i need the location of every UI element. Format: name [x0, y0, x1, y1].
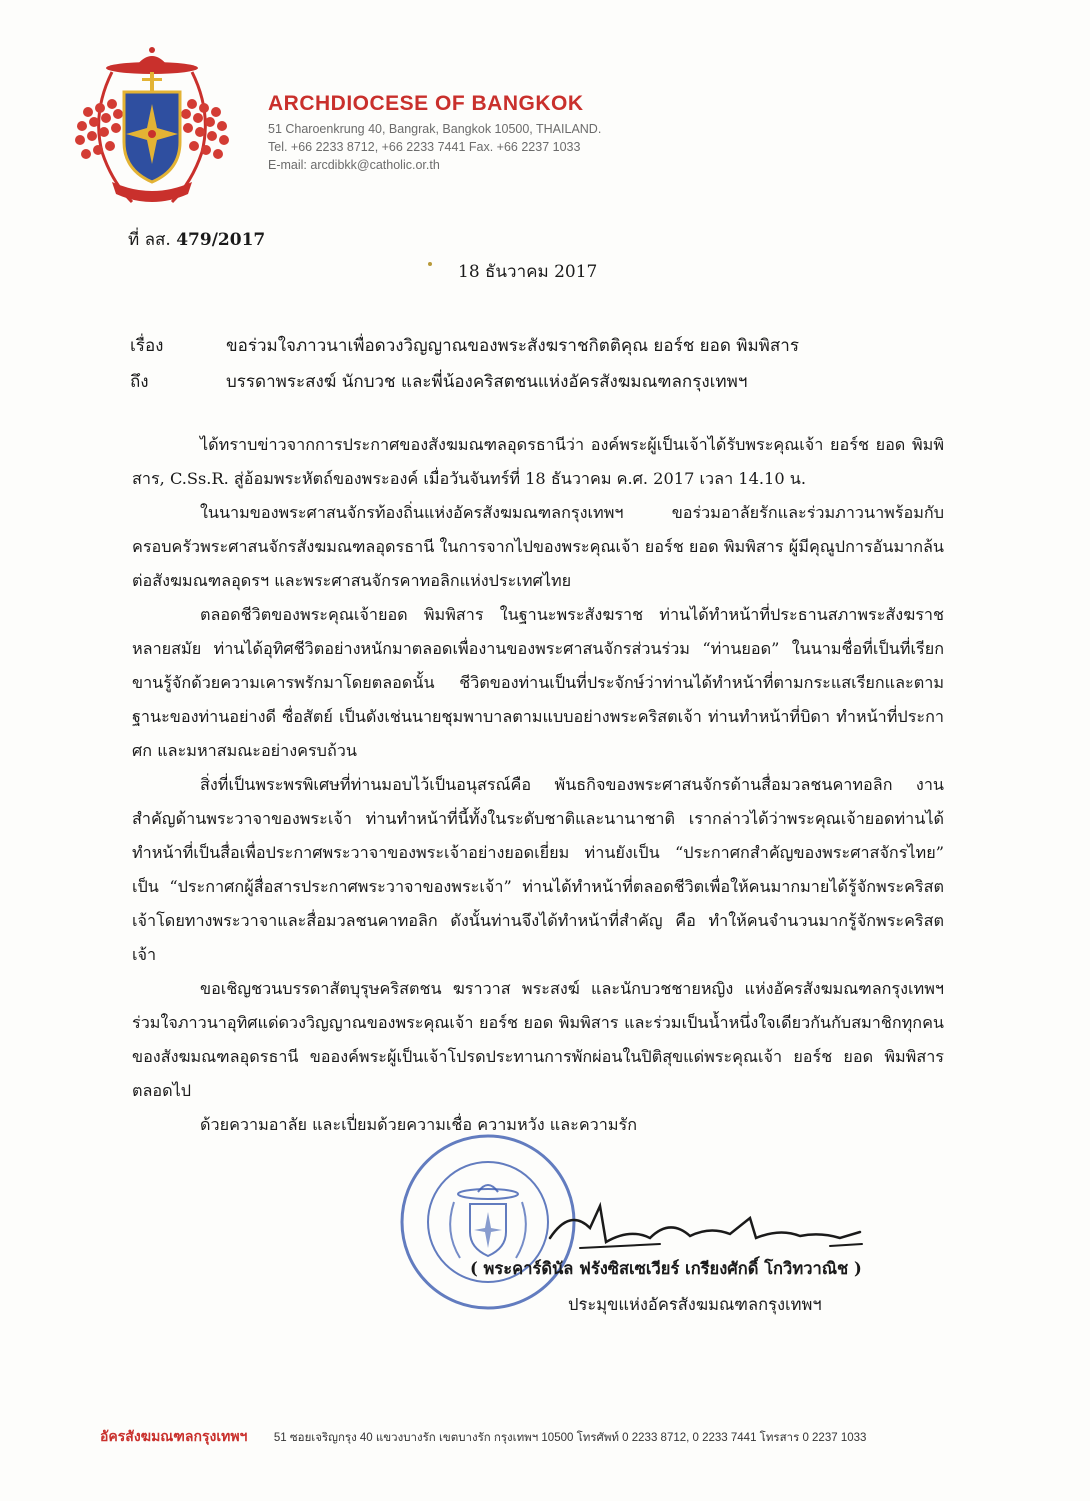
body-paragraph: ตลอดชีวิตของพระคุณเจ้ายอด พิมพิสาร ในฐานะพระสังฆราช ท่านได้ทำหน้าที่ประธานสภาพระสังฆราชหลายสมัย ท่านได้อุทิศชีวิตอย่างหนักมาตลอดเพื่องานของพระศาสนจักรส่วนร่วม “ท่านยอด” ในนามชื่อที่เป็นที่เรียกขานรู้จักด้วยความเคารพรักมาโดยตลอดนั้น ชีวิตของท่านเป็นที่ประจักษ์ว่าท่านได้ทำหน้าที่ตามกระแสเรียกและตามฐานะของท่านอย่างดี ซื่อสัตย์ เป็นดังเช่นนายชุมพาบาลตามแบบอย่างพระคริสตเจ้า ท่านทำหน้าที่บิดา ทำหน้าที่ประกาศก และมหาสมณะอย่างครบถ้วน: [132, 605, 944, 760]
body-paragraph: ขอเชิญชวนบรรดาสัตบุรุษคริสตชน ฆราวาส พระสงฆ์ และนักบวชชายหญิง แห่งอัครสังฆมณฑลกรุงเทพฯ ร่วมใจภาวนาอุทิศแด่ดวงวิญญาณของพระคุณเจ้า ยอร์ช ยอด พิมพิสาร และร่วมเป็นน้ำหนึ่งใจเดียวกันกับสมาชิกทุกคนของสังฆมณฑลอุดรธานี ขอองค์พระผู้เป็นเจ้าโปรดประทานการพักผ่อนในปิติสุขแด่พระคุณเจ้า ยอร์ช ยอด พิมพิสาร ตลอดไป: [132, 979, 944, 1100]
letter-body: [132, 428, 944, 1142]
reference-number: [128, 226, 265, 253]
archdiocese-crest-icon: [72, 42, 262, 212]
letterhead-email: E-mail: arcdibkk@catholic.or.th: [268, 158, 440, 172]
signatory-title: ประมุขแห่งอัครสังฆมณฑลกรุงเทพฯ: [568, 1295, 822, 1314]
footer-org-name: อัครสังฆมณฑลกรุงเทพฯ: [100, 1428, 248, 1444]
letterhead-contact: Tel. +66 2233 8712, +66 2233 7441 Fax. +66 2237 1033: [268, 140, 581, 154]
reference-value: 479/2017: [176, 230, 266, 250]
letter-date: 18 ธันวาคม 2017: [458, 262, 598, 282]
letterhead-address: 51 Charoenkrung 40, Bangrak, Bangkok 10500, THAILAND.: [268, 122, 602, 136]
signatory-name: ( พระคาร์ดินัล ฟรังซิสเซเวียร์ เกรียงศักดิ์ โกวิทวาณิช ): [470, 1259, 862, 1278]
recipient-text: บรรดาพระสงฆ์ นักบวช และพี่น้องคริสตชนแห่งอัครสังฆมณฑลกรุงเทพฯ: [226, 372, 748, 392]
footer: [100, 1426, 866, 1448]
recipient-label: ถึง: [130, 372, 149, 392]
letterhead-org-name: ARCHDIOCESE OF BANGKOK: [268, 92, 584, 115]
body-paragraph: ได้ทราบข่าวจากการประกาศของสังฆมณฑลอุดรธานีว่า องค์พระผู้เป็นเจ้าได้รับพระคุณเจ้า ยอร์ช ยอด พิมพิสาร, C.Ss.R. สู่อ้อมพระหัตถ์ของพระองค์ เมื่อวันจันทร์ที่ 18 ธันวาคม ค.ศ. 2017 เวลา 14.10 น.: [132, 435, 944, 488]
reference-prefix: ที่ ลส.: [128, 230, 171, 250]
subject-label: เรื่อง: [130, 336, 164, 356]
body-paragraph: สิ่งที่เป็นพระพรพิเศษที่ท่านมอบไว้เป็นอนุสรณ์คือ พันธกิจของพระศาสนจักรด้านสื่อมวลชนคาทอลิก งานสำคัญด้านพระวาจาของพระเจ้า ท่านทำหน้าที่นี้ทั้งในระดับชาติและนานาชาติ เรากล่าวได้ว่าพระคุณเจ้ายอดท่านได้ทำหน้าที่เป็นสื่อเพื่อประกาศพระวาจาของพระเจ้าอย่างยอดเยี่ยม ท่านยังเป็น “ประกาศกสำคัญของพระศาสจักรไทย” เป็น “ประกาศกผู้สื่อสารประกาศพระวาจาของพระเจ้า” ท่านได้ทำหน้าที่ตลอดชีวิตเพื่อให้คนมากมายได้รู้จักพระคริสตเจ้าโดยทางพระวาจาและสื่อมวลชนคาทอลิก ดังนั้นท่านจึงได้ทำหน้าที่สำคัญ คือ ทำให้คนจำนวนมากรู้จักพระคริสตเจ้า: [132, 775, 944, 964]
body-paragraph: ในนามของพระศาสนจักรท้องถิ่นแห่งอัครสังฆมณฑลกรุงเทพฯ ขอร่วมอาลัยรักและร่วมภาวนาพร้อมกับครอบครัวพระศาสนจักรสังฆมณฑลอุดรธานี ในการจากไปของพระคุณเจ้า ยอร์ช ยอด พิมพิสาร ผู้มีคุณูปการอันมากล้นต่อสังฆมณฑลอุดรฯ และพระศาสนจักรคาทอลิกแห่งประเทศไทย: [132, 503, 944, 590]
letterhead: [268, 92, 601, 174]
footer-address: 51 ซอยเจริญกรุง 40 แขวงบางรัก เขตบางรัก กรุงเทพฯ 10500 โทรศัพท์ 0 2233 8712, 0 2233 7441 โทรสาร 0 2237 1033: [273, 1432, 867, 1444]
closing-line: ด้วยความอาลัย และเปี่ยมด้วยความเชื่อ ความหวัง และความรัก: [200, 1115, 637, 1134]
subject-text: ขอร่วมใจภาวนาเพื่อดวงวิญญาณของพระสังฆราชกิตติคุณ ยอร์ช ยอด พิมพิสาร: [226, 336, 799, 356]
date-dot-mark: [428, 262, 432, 266]
